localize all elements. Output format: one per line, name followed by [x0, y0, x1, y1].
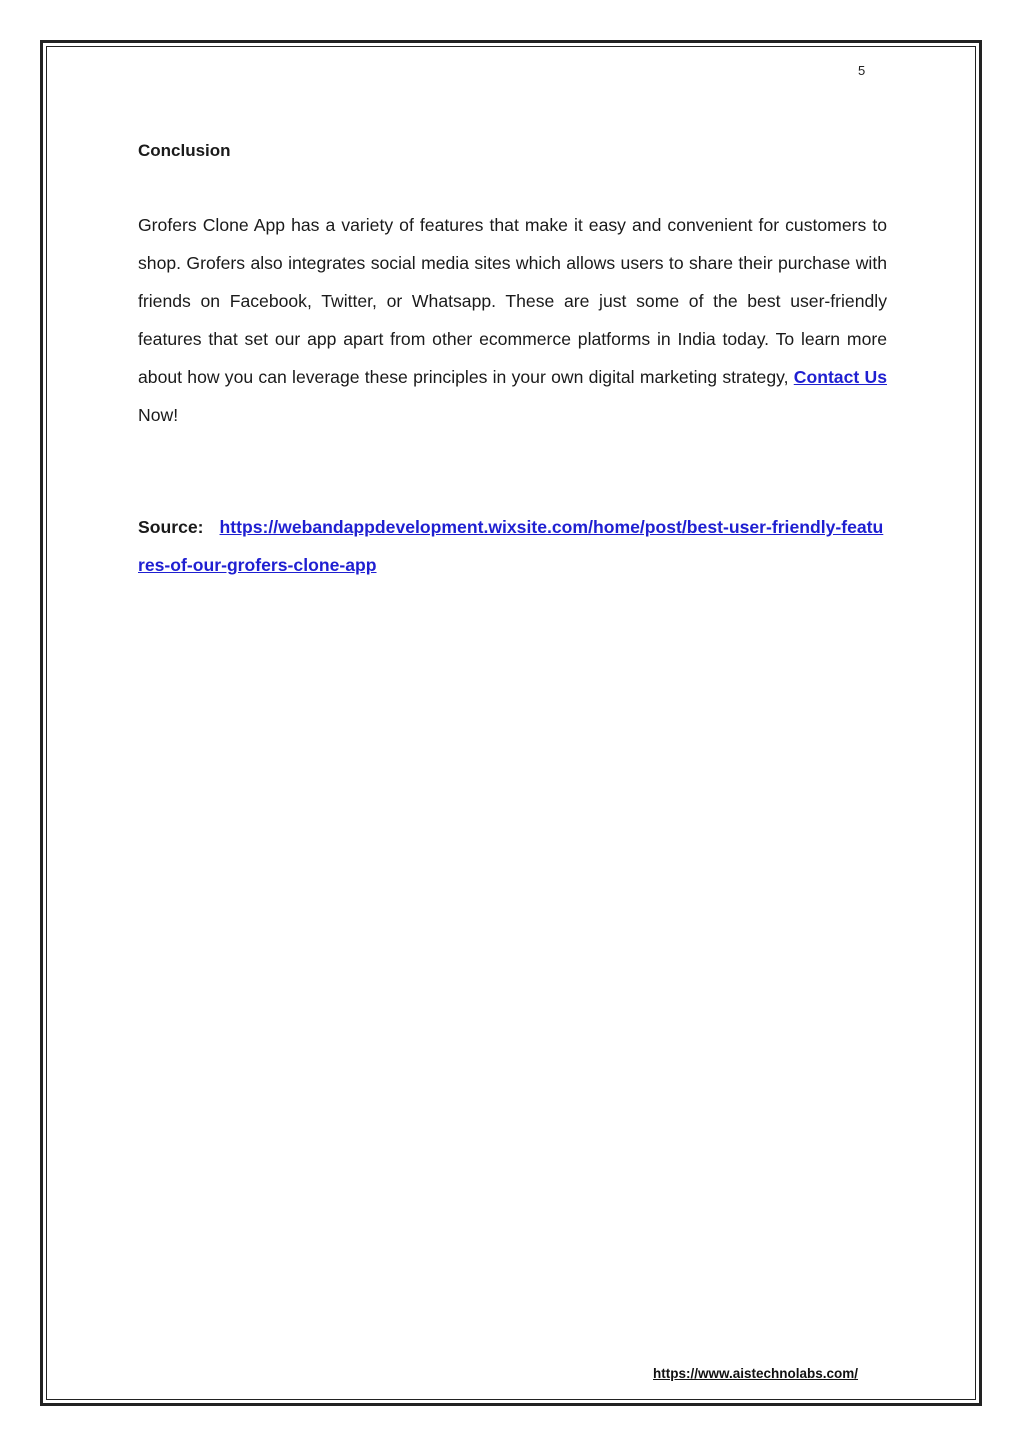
paragraph-end: Now! — [138, 405, 179, 425]
document-content — [138, 138, 887, 584]
paragraph-text: Grofers Clone App has a variety of features that make it easy and convenient for customers to shop. Grofers also integrates social media sites which allows users to share their purchase with friends on Facebook, Twitter, or Whatsapp. These are just some of the best user-friendly features that set our app apart from other ecommerce platforms in India today. To learn more about how you can leverage these principles in your own digital marketing strategy, — [138, 215, 887, 387]
section-heading: Conclusion — [138, 141, 231, 160]
footer-url-link[interactable]: https://www.aistechnolabs.com/ — [653, 1366, 859, 1381]
source-block — [138, 508, 887, 584]
page-number: 5 — [858, 63, 866, 78]
conclusion-paragraph — [138, 206, 887, 434]
source-label: Source: — [138, 517, 204, 537]
contact-us-link[interactable]: Contact Us — [793, 367, 887, 387]
source-url-link[interactable]: https://webandappdevelopment.wixsite.com/home/post/best-user-friendly-features-of-our-grofers-clone-app — [138, 517, 884, 575]
